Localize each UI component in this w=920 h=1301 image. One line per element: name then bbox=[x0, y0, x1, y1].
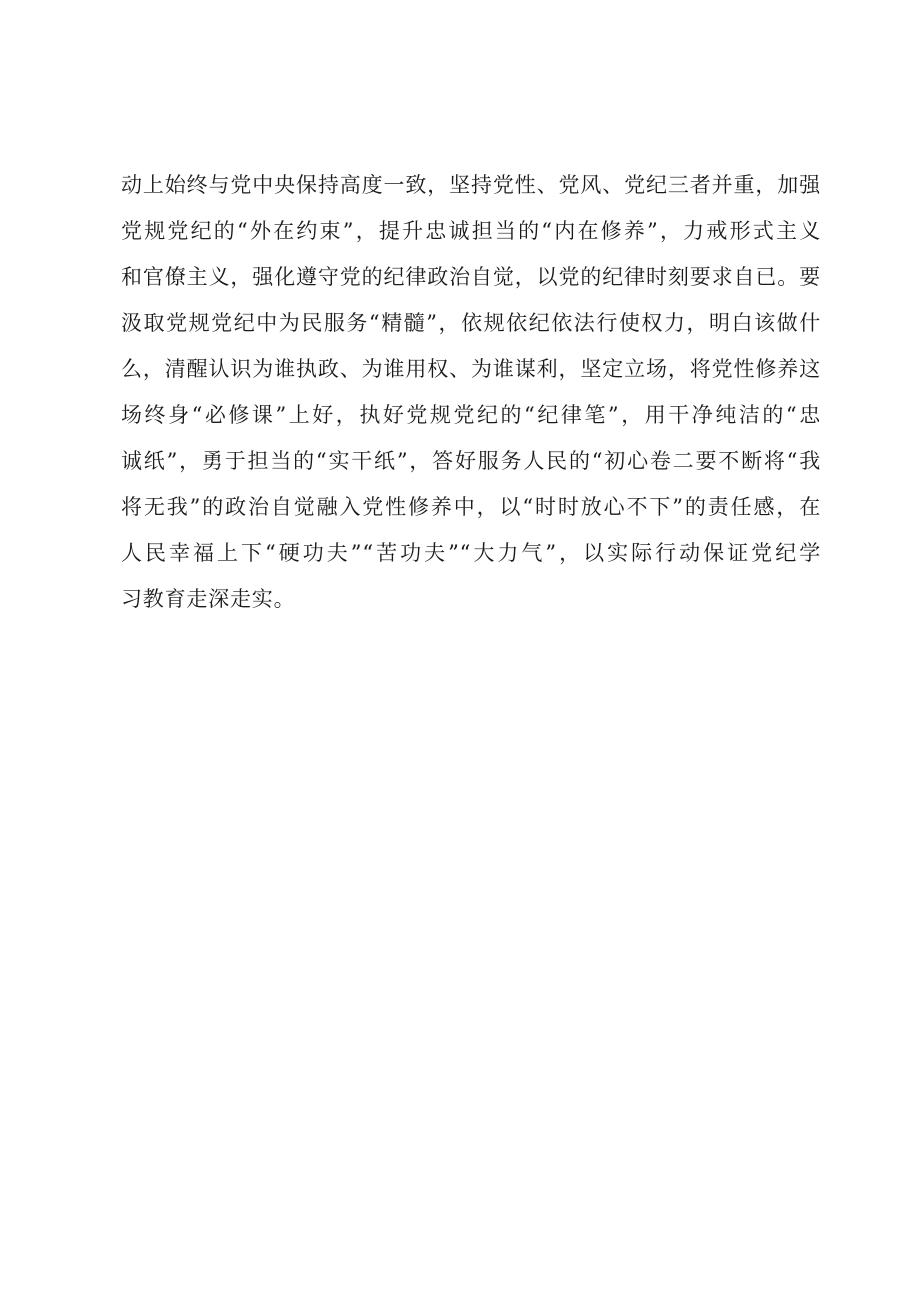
text-line-last: 习教育走深走实。 bbox=[121, 587, 296, 611]
text-line: 场终身“必修课”上好，执好党规党纪的“纪律笔”，用干净纯洁的“忠 bbox=[121, 403, 821, 427]
body-paragraph bbox=[121, 162, 821, 622]
text-line: 党规党纪的“外在约束”，提升忠诚担当的“内在修养”，力戒形式主义 bbox=[121, 219, 821, 243]
text-line: 么，清醒认识为谁执政、为谁用权、为谁谋利，坚定立场，将党性修养这 bbox=[121, 357, 821, 381]
text-line: 和官僚主义，强化遵守党的纪律政治自觉，以党的纪律时刻要求自已。要 bbox=[121, 265, 821, 289]
text-line: 诚纸”，勇于担当的“实干纸”，答好服务人民的“初心卷二要不断将“我 bbox=[121, 449, 821, 473]
text-line: 汲取党规党纪中为民服务“精髓”，依规依纪依法行使权力，明白该做什 bbox=[121, 311, 821, 335]
text-line: 动上始终与党中央保持高度一致，坚持党性、党风、党纪三者并重，加强 bbox=[121, 173, 821, 197]
text-line: 人民幸福上下“硬功夫”“苦功夫”“大力气”，以实际行动保证党纪学 bbox=[121, 541, 821, 565]
text-line: 将无我”的政治自觉融入党性修养中，以“时时放心不下”的责任感，在 bbox=[121, 495, 821, 519]
